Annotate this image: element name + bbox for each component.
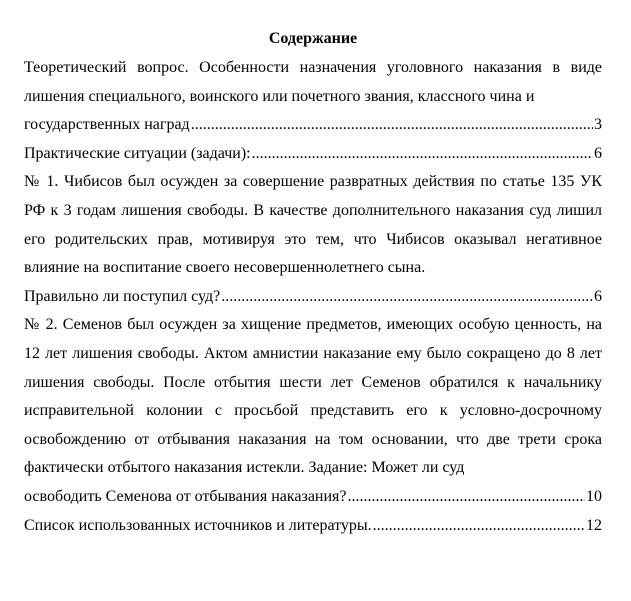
toc-entry-lastline <box>24 111 602 140</box>
toc-entry-lastline <box>24 283 602 312</box>
toc-title: Содержание <box>268 30 358 47</box>
toc-entry-references[interactable] <box>24 512 602 541</box>
toc-entry-tail: Правильно ли поступил суд? <box>24 287 221 305</box>
toc-page-number: 6 <box>594 287 602 305</box>
dot-leader <box>191 111 593 140</box>
toc-entry-theory[interactable] <box>24 54 602 140</box>
dot-leader <box>252 140 593 169</box>
toc-entry-lastline <box>24 512 602 541</box>
toc-entry-lastline <box>24 483 602 512</box>
toc-entry-text: Теоретический вопрос. Особенности назначения уголовного наказания в виде лишения специального, воинского или почетного звания, классного чина и <box>24 59 602 105</box>
dot-leader <box>373 512 585 541</box>
toc-entry-text: № 2. Семенов был осужден за хищение предметов, имеющих особую ценность, на 12 лет лишения свободы. Актом амнистии наказание ему было сокращено до 8 лет лишения свободы. После отбытия шести лет Семенов обратился к начальнику исправительной колонии с просьбой представить его к условно-досрочному освобождению от отбывания наказания на том основании, что две трети срока фактически отбытого наказания истекли. Задание: Может ли суд <box>24 316 602 477</box>
dot-leader <box>221 283 593 312</box>
toc-entry-practical[interactable] <box>24 140 602 169</box>
toc-entry-tail: освободить Семенова от отбывания наказания? <box>24 487 347 505</box>
toc-entry-text: № 1. Чибисов был осужден за совершение развратных действия по статье 135 УК РФ к 3 годам лишения свободы. В качестве дополнительного наказания суд лишил его родительских прав, мотивируя это тем, что Чибисов оказывал негативное влияние на воспитание своего несовершеннолетнего сына. <box>24 173 602 277</box>
toc-page-number: 10 <box>586 487 602 505</box>
toc-entry-task-1[interactable] <box>24 168 602 311</box>
toc-entry-tail: государственных наград <box>24 116 190 134</box>
document-page <box>24 26 602 540</box>
toc-entry-tail: Практические ситуации (задачи): <box>24 144 251 162</box>
dot-leader <box>348 483 585 512</box>
toc-entry-lastline <box>24 140 602 169</box>
toc-page-number: 12 <box>586 516 602 534</box>
toc-entry-tail: Список использованных источников и литературы. <box>24 516 372 534</box>
toc-page-number: 6 <box>594 144 602 162</box>
toc-page-number: 3 <box>594 116 602 134</box>
table-of-contents <box>24 54 602 540</box>
toc-entry-task-2[interactable] <box>24 311 602 511</box>
